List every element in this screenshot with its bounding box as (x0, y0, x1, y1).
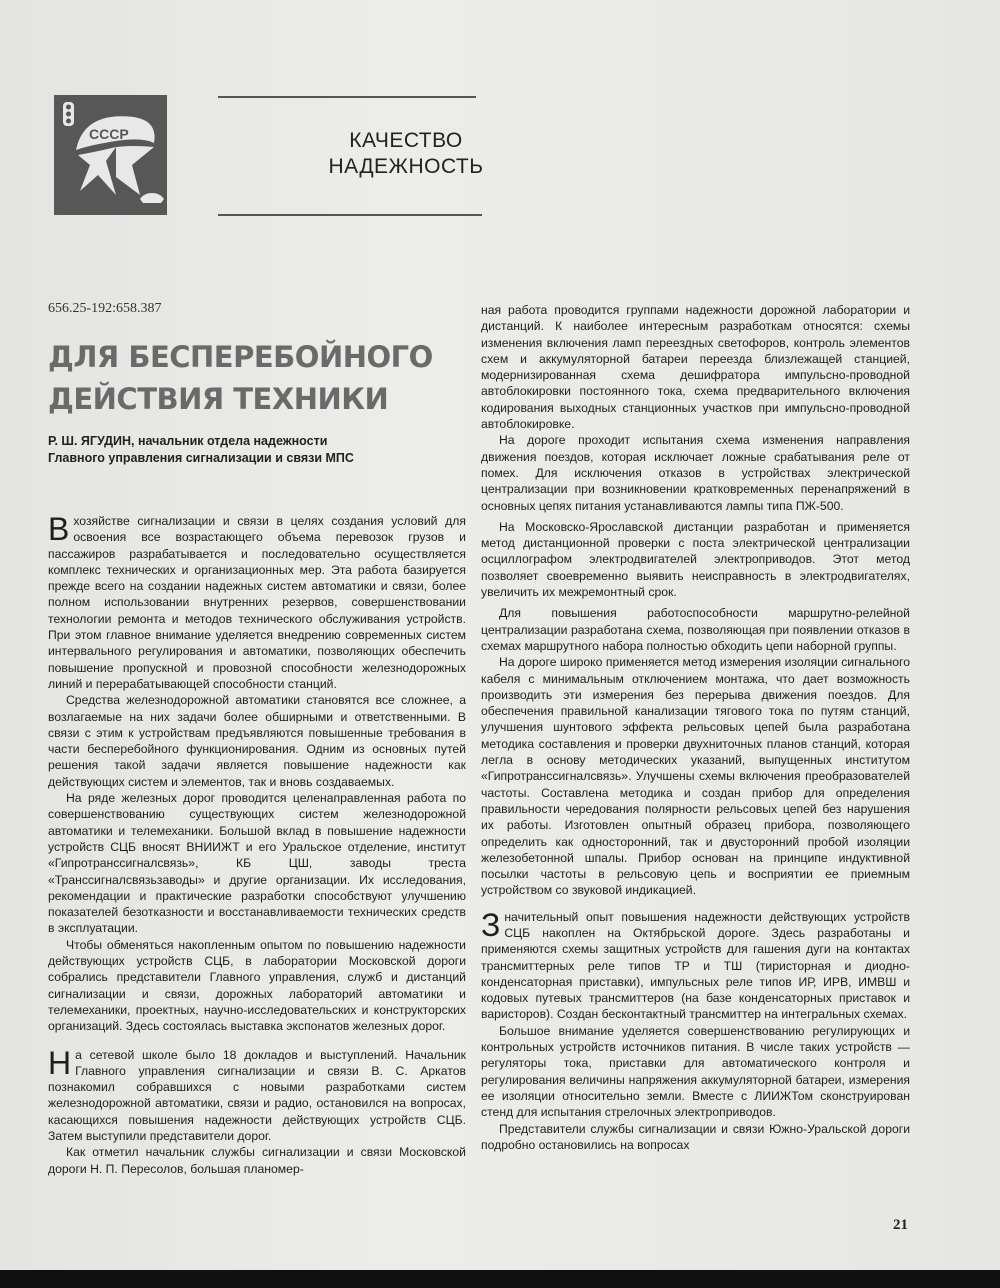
author-byline (48, 433, 468, 467)
rubric-heading (326, 128, 486, 180)
paragraph: Чтобы обменяться накопленным опытом по повышению надежности действующих устройств СЦБ, в лаборатории Московской дороги собрались представители Главного управления, служб и дистанций сигнализации и связи, дорожных лабораторий автоматики и телемеханики, проектных, научно-исследовательских и конструкторских организаций. Здесь состоялась выставка экспонатов железных дорог. (48, 937, 466, 1034)
header-rule-top (218, 96, 476, 98)
paragraph: На дороге широко применяется метод измерения изоляции сигнального кабеля с минимальным отключением монтажа, что дает возможность производить эти измерения без перерыва движения поездов. Для обеспечения правильной канализации тягового тока по путям станций, улучшения шунтового эффекта рельсовых цепей была разработана методика составления и проверки двухниточных планов станций, которая легла в основу методических указаний, выпущенных институтом «Гипротранссигналсвязь». Улучшены схемы включения преобразователей частоты. Составлена методика и создан прибор для определения правильности чередования полярности рельсовых цепей без нарушения их работы. Изготовлен опытный образец прибора, позволяющего определить как односторонний, так и двусторонний пробой изоляции железобетонной шпалы. Прибор основан на принципе индуктивной посылки частоты в рельсовую цепь и восприятии ее приемным устройством со звуковой индикацией. (481, 655, 910, 898)
drop-cap: В (48, 511, 70, 547)
paragraph: Вхозяйстве сигнализации и связи в целях создания условий для освоения все возрастающего объема перевозок грузов и пассажиров разрабатывается и последовательно осуществляется комплекс технических и организационных мер. Эта работа базируется прежде всего на создании надежных систем автоматики и связи, более полном использовании внутренних резервов, совершенствовании технологии ремонта и методов технического обслуживания устройств. При этом главное внимание уделяется внедрению современных систем интервального регулирования и автоматики, позволяющих обеспечить повышение пропускной и провозной способности железнодорожных линий и перерабатывающей способности станций. (48, 511, 466, 691)
paragraph: На ряде железных дорог проводится целенаправленная работа по совершенствованию существующих систем железнодорожной автоматики и телемеханики. Большой вклад в повышение надежности устройств СЦБ вносят ВНИИЖТ и его Уральское отделение, институт «Гипротранссигналсвязь», КБ ЦШ, заводы треста «Транссигналсвязьзаводы» и другие организации. Их исследования, рекомендации и практические разработки способствуют улучшению показателей безотказности и восстанавливаемости технических средств в эксплуатации. (48, 791, 466, 936)
page-number: 21 (893, 1217, 908, 1233)
paragraph: На дороге проходит испытания схема изменения направления движения поездов, которая исключает ложные срабатывания реле от помех. Для исключения отказов в устройствах электрической централизации при возникновении кратковременных перенапряжений в основных цепях питания устанавливаются лампы типа ПЖ-500. (481, 433, 910, 513)
paragraph: На Московско-Ярославской дистанции разработан и применяется метод дистанционной проверки с поста электрической централизации осциллографом электродвигателей электроприводов. Этот метод позволяет своевременно выявить неисправность в электродвигателях, увеличить их межремонтный срок. (481, 519, 910, 600)
quality-mark-logo (54, 95, 167, 215)
paragraph: Значительный опыт повышения надежности действующих устройств СЦБ накоплен на Октябрьской дороге. Здесь разработаны и применяются схемы защитных устройств для гашения дуги на контактах трансмиттерных реле типов ТР и ТШ (тиристорная и диодно-конденсаторная приставки), импульсных реле типов ИР, ИРВ, ИМВШ и кодовых путевых трансмиттеров (на базе конденсаторных приставок и варисторов). Создан бесконтактный трансмиттер на интегральных схемах. (481, 906, 910, 1022)
rubric-line-1: КАЧЕСТВО (349, 129, 463, 152)
drop-cap: Н (48, 1044, 72, 1081)
udc-code: 656.25-192:658.387 (48, 301, 162, 316)
paragraph: ная работа проводится группами надежности дорожной лаборатории и дистанций. К наиболее интересным разработкам относятся: схемы изменения включения ламп переездных светофоров, контроль элементов схем и аккумуляторной батареи переезда близлежащей станцией, модернизированная схема дешифратора импульсно-проводной автоблокировки постоянного тока, схема предварительного включения кодирования выходных станционных участков при импульсно-проводной автоблокировке. (481, 303, 910, 432)
paragraph: На сетевой школе было 18 докладов и выступлений. Начальник Главного управления сигнализации и связи В. С. Аркатов познакомил собравшихся с новыми разработками систем железнодорожной автоматики, связи и радио, остановился на вопросах, касающихся повышения надежности действующих устройств СЦБ. Затем выступили представители дорог. (48, 1044, 466, 1143)
scan-bottom-edge (0, 1270, 1000, 1288)
rubric-line-2: НАДЕЖНОСТЬ (328, 155, 484, 178)
article-title: ДЛЯ БЕСПЕРЕБОЙНОГО ДЕЙСТВИЯ ТЕХНИКИ (48, 340, 433, 416)
header-rule-bottom (218, 214, 482, 216)
quality-mark-icon (54, 95, 167, 215)
author-line-1: Р. Ш. ЯГУДИН, начальник отдела надежности (48, 434, 328, 448)
drop-cap: З (481, 906, 501, 943)
paragraph: Представители службы сигнализации и связи Южно-Уральской дороги подробно остановились на вопросах (481, 1121, 910, 1152)
paragraph: Как отметил начальник службы сигнализации и связи Московской дороги Н. П. Пересолов, большая планомер- (48, 1145, 466, 1176)
paragraph: Средства железнодорожной автоматики становятся все сложнее, а возлагаемые на них задачи более обширными и ответственными. В связи с этим к устройствам предъявляются повышенные требования в части бесперебойного функционирования. Одним из основных путей решения такой задачи является повышение надежности как действующих систем и элементов, так и вновь создаваемых. (48, 693, 466, 789)
svg-text:СССР: СССР (89, 126, 129, 142)
right-column (481, 302, 910, 1153)
left-column (48, 513, 466, 1177)
paragraph: Для повышения работоспособности маршрутно-релейной централизации разработана схема, позволяющая при появлении отказов в схемах маршрутного набора полностью обходить цепи наборной группы. (481, 606, 910, 653)
paragraph: Большое внимание уделяется совершенствованию регулирующих и контрольных устройств источников питания. В числе таких устройств — регуляторы тока, приставки для автоматического контроля и регулирования величины напряжения аккумуляторной батареи, измерения ее изоляции относительно земли. Вместе с ЛИИЖТом сконструирован стенд для испытания стрелочных электроприводов. (481, 1023, 910, 1120)
author-line-2: Главного управления сигнализации и связи МПС (48, 451, 354, 465)
